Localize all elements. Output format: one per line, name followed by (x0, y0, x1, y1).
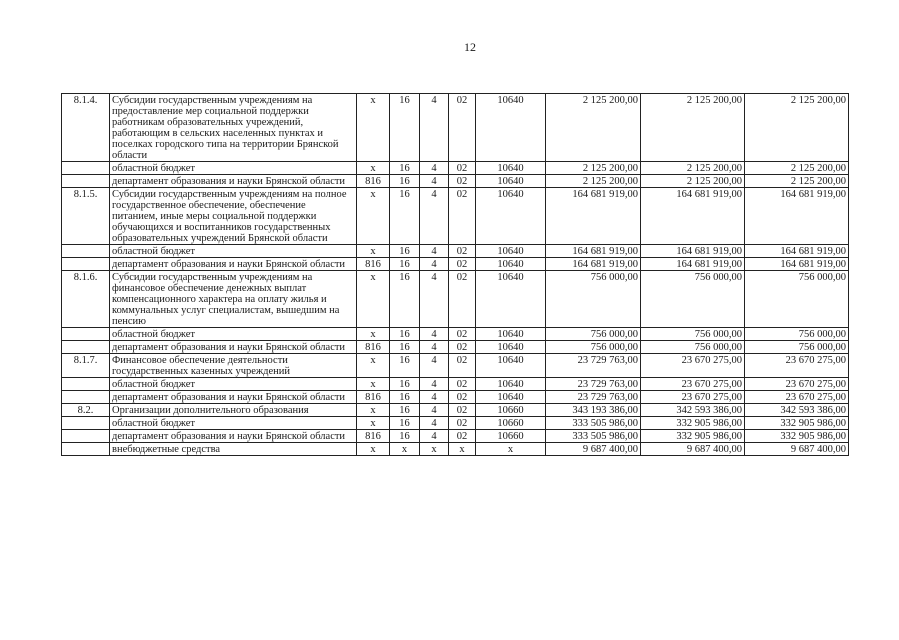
code-direction: 10660 (476, 430, 546, 443)
amount-year-3: 23 670 275,00 (745, 378, 849, 391)
row-description: департамент образования и науки Брянской области (110, 258, 357, 271)
code-section: 02 (449, 175, 476, 188)
code-program: 16 (390, 188, 420, 245)
code-direction: х (476, 443, 546, 456)
code-subprogram: 4 (420, 94, 449, 162)
code-section: 02 (449, 245, 476, 258)
amount-year-3: 756 000,00 (745, 328, 849, 341)
amount-year-2: 164 681 919,00 (641, 245, 745, 258)
table-row (62, 94, 849, 162)
code-program: 16 (390, 391, 420, 404)
code-direction: 10640 (476, 378, 546, 391)
amount-year-3: 164 681 919,00 (745, 258, 849, 271)
row-description: департамент образования и науки Брянской области (110, 175, 357, 188)
table-row (62, 430, 849, 443)
amount-year-1: 164 681 919,00 (546, 258, 641, 271)
amount-year-1: 164 681 919,00 (546, 245, 641, 258)
row-number: 8.1.7. (62, 354, 110, 378)
amount-year-3: 23 670 275,00 (745, 391, 849, 404)
code-direction: 10640 (476, 94, 546, 162)
code-direction: 10640 (476, 391, 546, 404)
row-number (62, 258, 110, 271)
row-number (62, 443, 110, 456)
row-description: Финансовое обеспечение деятельности государственных казенных учреждений (110, 354, 357, 378)
code-grbs: х (357, 443, 390, 456)
amount-year-1: 9 687 400,00 (546, 443, 641, 456)
amount-year-2: 2 125 200,00 (641, 162, 745, 175)
code-grbs: 816 (357, 258, 390, 271)
code-grbs: х (357, 404, 390, 417)
table-row (62, 354, 849, 378)
amount-year-1: 333 505 986,00 (546, 430, 641, 443)
table-row (62, 245, 849, 258)
row-description: областной бюджет (110, 378, 357, 391)
code-grbs: х (357, 354, 390, 378)
code-direction: 10640 (476, 188, 546, 245)
code-subprogram: 4 (420, 430, 449, 443)
code-program: 16 (390, 258, 420, 271)
amount-year-1: 23 729 763,00 (546, 391, 641, 404)
amount-year-3: 756 000,00 (745, 341, 849, 354)
code-grbs: х (357, 94, 390, 162)
code-program: 16 (390, 354, 420, 378)
code-program: 16 (390, 175, 420, 188)
amount-year-2: 332 905 986,00 (641, 417, 745, 430)
code-section: 02 (449, 94, 476, 162)
amount-year-3: 332 905 986,00 (745, 417, 849, 430)
code-subprogram: х (420, 443, 449, 456)
code-grbs: 816 (357, 341, 390, 354)
amount-year-1: 2 125 200,00 (546, 175, 641, 188)
code-direction: 10640 (476, 175, 546, 188)
amount-year-1: 343 193 386,00 (546, 404, 641, 417)
amount-year-1: 164 681 919,00 (546, 188, 641, 245)
row-number (62, 175, 110, 188)
row-number (62, 162, 110, 175)
code-grbs: х (357, 245, 390, 258)
code-subprogram: 4 (420, 175, 449, 188)
code-direction: 10660 (476, 404, 546, 417)
amount-year-2: 9 687 400,00 (641, 443, 745, 456)
row-number (62, 417, 110, 430)
code-section: 02 (449, 258, 476, 271)
row-description: областной бюджет (110, 417, 357, 430)
code-subprogram: 4 (420, 258, 449, 271)
row-description: департамент образования и науки Брянской области (110, 430, 357, 443)
table-row (62, 404, 849, 417)
row-description: областной бюджет (110, 162, 357, 175)
row-description: департамент образования и науки Брянской области (110, 391, 357, 404)
table-row (62, 417, 849, 430)
table-row (62, 341, 849, 354)
row-description: департамент образования и науки Брянской области (110, 341, 357, 354)
code-section: 02 (449, 271, 476, 328)
code-direction: 10640 (476, 245, 546, 258)
row-number: 8.1.5. (62, 188, 110, 245)
code-subprogram: 4 (420, 391, 449, 404)
amount-year-3: 2 125 200,00 (745, 162, 849, 175)
amount-year-2: 756 000,00 (641, 328, 745, 341)
amount-year-2: 2 125 200,00 (641, 175, 745, 188)
code-program: 16 (390, 430, 420, 443)
code-grbs: 816 (357, 175, 390, 188)
amount-year-3: 164 681 919,00 (745, 188, 849, 245)
code-program: 16 (390, 271, 420, 328)
code-section: 02 (449, 391, 476, 404)
amount-year-3: 332 905 986,00 (745, 430, 849, 443)
row-number: 8.1.4. (62, 94, 110, 162)
amount-year-3: 2 125 200,00 (745, 94, 849, 162)
amount-year-2: 23 670 275,00 (641, 391, 745, 404)
table-row (62, 258, 849, 271)
code-direction: 10640 (476, 271, 546, 328)
code-direction: 10640 (476, 258, 546, 271)
code-subprogram: 4 (420, 417, 449, 430)
code-subprogram: 4 (420, 328, 449, 341)
row-description: Субсидии государственным учреждениям на предоставление мер социальной поддержки работникам образовательных учреждений, работающим в сельских населенных пунктах и поселках городского типа на территории Брянской области (110, 94, 357, 162)
code-subprogram: 4 (420, 188, 449, 245)
amount-year-2: 164 681 919,00 (641, 188, 745, 245)
code-grbs: х (357, 188, 390, 245)
row-description: Субсидии государственным учреждениям на финансовое обеспечение денежных выплат компенсационного характера на оплату жилья и коммунальных услуг специалистам, вышедшим на пенсию (110, 271, 357, 328)
code-direction: 10640 (476, 354, 546, 378)
table-row (62, 328, 849, 341)
table-row (62, 271, 849, 328)
code-grbs: х (357, 328, 390, 341)
amount-year-1: 756 000,00 (546, 328, 641, 341)
row-number (62, 391, 110, 404)
code-section: 02 (449, 341, 476, 354)
table-row (62, 188, 849, 245)
table-row (62, 443, 849, 456)
code-program: 16 (390, 94, 420, 162)
row-number (62, 430, 110, 443)
code-direction: 10640 (476, 341, 546, 354)
row-description: Субсидии государственным учреждениям на полное государственное обеспечение, обеспечение питанием, иные меры социальной поддержки обучающихся и воспитанников государственных образовательных учреждений Брянской области (110, 188, 357, 245)
code-grbs: х (357, 162, 390, 175)
code-section: 02 (449, 162, 476, 175)
code-grbs: х (357, 271, 390, 328)
code-grbs: х (357, 417, 390, 430)
code-grbs: 816 (357, 430, 390, 443)
code-subprogram: 4 (420, 404, 449, 417)
amount-year-2: 23 670 275,00 (641, 378, 745, 391)
code-program: 16 (390, 378, 420, 391)
code-direction: 10660 (476, 417, 546, 430)
amount-year-2: 2 125 200,00 (641, 94, 745, 162)
amount-year-2: 23 670 275,00 (641, 354, 745, 378)
row-number (62, 341, 110, 354)
code-section: 02 (449, 188, 476, 245)
amount-year-3: 756 000,00 (745, 271, 849, 328)
amount-year-1: 2 125 200,00 (546, 94, 641, 162)
table-row (62, 378, 849, 391)
amount-year-1: 756 000,00 (546, 341, 641, 354)
code-grbs: х (357, 378, 390, 391)
code-subprogram: 4 (420, 378, 449, 391)
code-program: 16 (390, 245, 420, 258)
amount-year-1: 2 125 200,00 (546, 162, 641, 175)
amount-year-1: 333 505 986,00 (546, 417, 641, 430)
code-section: 02 (449, 404, 476, 417)
row-number (62, 245, 110, 258)
code-program: 16 (390, 341, 420, 354)
amount-year-3: 164 681 919,00 (745, 245, 849, 258)
amount-year-2: 342 593 386,00 (641, 404, 745, 417)
code-section: 02 (449, 378, 476, 391)
code-subprogram: 4 (420, 162, 449, 175)
row-description: областной бюджет (110, 245, 357, 258)
code-direction: 10640 (476, 162, 546, 175)
amount-year-3: 2 125 200,00 (745, 175, 849, 188)
code-section: х (449, 443, 476, 456)
code-program: х (390, 443, 420, 456)
amount-year-2: 332 905 986,00 (641, 430, 745, 443)
row-number: 8.1.6. (62, 271, 110, 328)
row-description: Организации дополнительного образования (110, 404, 357, 417)
table-row (62, 391, 849, 404)
code-section: 02 (449, 417, 476, 430)
table-row (62, 175, 849, 188)
code-subprogram: 4 (420, 271, 449, 328)
amount-year-2: 756 000,00 (641, 341, 745, 354)
amount-year-2: 756 000,00 (641, 271, 745, 328)
code-subprogram: 4 (420, 341, 449, 354)
code-program: 16 (390, 162, 420, 175)
row-number: 8.2. (62, 404, 110, 417)
row-description: внебюджетные средства (110, 443, 357, 456)
amount-year-3: 9 687 400,00 (745, 443, 849, 456)
table-row (62, 162, 849, 175)
row-description: областной бюджет (110, 328, 357, 341)
amount-year-1: 23 729 763,00 (546, 378, 641, 391)
code-program: 16 (390, 417, 420, 430)
row-number (62, 378, 110, 391)
code-direction: 10640 (476, 328, 546, 341)
row-number (62, 328, 110, 341)
amount-year-1: 23 729 763,00 (546, 354, 641, 378)
amount-year-1: 756 000,00 (546, 271, 641, 328)
amount-year-2: 164 681 919,00 (641, 258, 745, 271)
amount-year-3: 23 670 275,00 (745, 354, 849, 378)
code-subprogram: 4 (420, 245, 449, 258)
code-program: 16 (390, 404, 420, 417)
page-number: 12 (464, 40, 476, 54)
code-section: 02 (449, 430, 476, 443)
amount-year-3: 342 593 386,00 (745, 404, 849, 417)
code-program: 16 (390, 328, 420, 341)
code-subprogram: 4 (420, 354, 449, 378)
code-section: 02 (449, 328, 476, 341)
budget-table (61, 93, 849, 456)
code-grbs: 816 (357, 391, 390, 404)
code-section: 02 (449, 354, 476, 378)
